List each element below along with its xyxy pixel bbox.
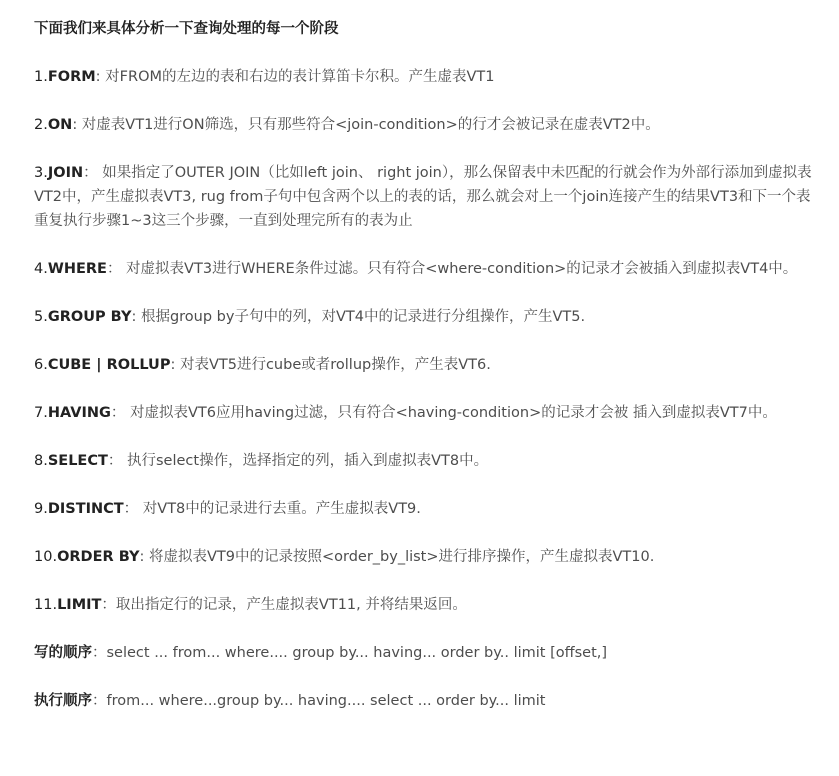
exec-order-text: ：from... where...group by... having.... select ... order by... limit xyxy=(92,693,546,709)
step-number: 8. xyxy=(34,453,48,469)
step-3 xyxy=(34,161,819,233)
step-number: 7. xyxy=(34,405,48,421)
step-description: : 对虚表VT1进行ON筛选，只有那些符合<join-condition>的行才会被记录在虚表VT2中。 xyxy=(72,117,660,133)
write-order-text: ：select ... from... where.... group by... having... order by.. limit [offset,] xyxy=(92,645,608,661)
step-keyword: JOIN xyxy=(47,165,84,181)
step-10 xyxy=(34,545,819,569)
step-keyword: FORM xyxy=(47,69,96,85)
write-order xyxy=(34,641,819,665)
step-2 xyxy=(34,113,819,137)
step-number: 10. xyxy=(34,549,58,565)
step-description: ： 如果指定了OUTER JOIN（比如left join、 right join），那么保留表中未匹配的行就会作为外部行添加到虚拟表VT2中，产生虚拟表VT3, rug from子句中包含两个以上的表的话，那么就会对上一个join连接产生的结果VT3和下一个表重复执行步骤1~3这三个步骤，一直到处理完所有的表为止 xyxy=(34,165,812,229)
step-keyword: GROUP BY xyxy=(47,309,132,325)
step-6 xyxy=(34,353,819,377)
step-keyword: CUBE | ROLLUP xyxy=(47,357,171,373)
step-description: ： 对虚拟表VT3进行WHERE条件过滤。只有符合<where-condition>的记录才会被插入到虚拟表VT4中。 xyxy=(106,261,798,277)
step-description: ： 对虚拟表VT6应用having过滤，只有符合<having-condition>的记录才会被 插入到虚拟表VT7中。 xyxy=(110,405,777,421)
step-description: : 对表VT5进行cube或者rollup操作，产生表VT6. xyxy=(170,357,491,373)
step-description: ：取出指定行的记录，产生虚拟表VT11, 并将结果返回。 xyxy=(101,597,467,613)
step-number: 11. xyxy=(34,597,58,613)
step-5 xyxy=(34,305,819,329)
step-8 xyxy=(34,449,819,473)
step-keyword: HAVING xyxy=(47,405,111,421)
step-4 xyxy=(34,257,819,281)
step-11 xyxy=(34,593,819,617)
step-keyword: DISTINCT xyxy=(47,501,124,517)
step-number: 4. xyxy=(34,261,48,277)
step-keyword: WHERE xyxy=(47,261,107,277)
step-7 xyxy=(34,401,819,425)
step-number: 3. xyxy=(34,165,48,181)
step-description: ： 执行select操作，选择指定的列，插入到虚拟表VT8中。 xyxy=(107,453,489,469)
step-description: : 将虚拟表VT9中的记录按照<order_by_list>进行排序操作，产生虚拟表VT10. xyxy=(139,549,655,565)
step-keyword: ORDER BY xyxy=(57,549,140,565)
step-number: 9. xyxy=(34,501,48,517)
step-number: 2. xyxy=(34,117,48,133)
step-number: 1. xyxy=(34,69,48,85)
write-order-label: 写的顺序 xyxy=(34,645,92,661)
exec-order xyxy=(34,689,819,713)
step-number: 6. xyxy=(34,357,48,373)
step-number: 5. xyxy=(34,309,48,325)
step-keyword: SELECT xyxy=(47,453,108,469)
step-description: : 根据group by子句中的列，对VT4中的记录进行分组操作，产生VT5. xyxy=(131,309,586,325)
step-1 xyxy=(34,65,819,89)
section-heading: 下面我们来具体分析一下查询处理的每一个阶段 xyxy=(34,21,339,37)
step-keyword: LIMIT xyxy=(57,597,102,613)
step-keyword: ON xyxy=(47,117,73,133)
exec-order-label: 执行顺序 xyxy=(34,693,92,709)
step-9 xyxy=(34,497,819,521)
step-description: : 对FROM的左边的表和右边的表计算笛卡尔积。产生虚表VT1 xyxy=(95,69,495,85)
step-description: ： 对VT8中的记录进行去重。产生虚拟表VT9. xyxy=(123,501,421,517)
